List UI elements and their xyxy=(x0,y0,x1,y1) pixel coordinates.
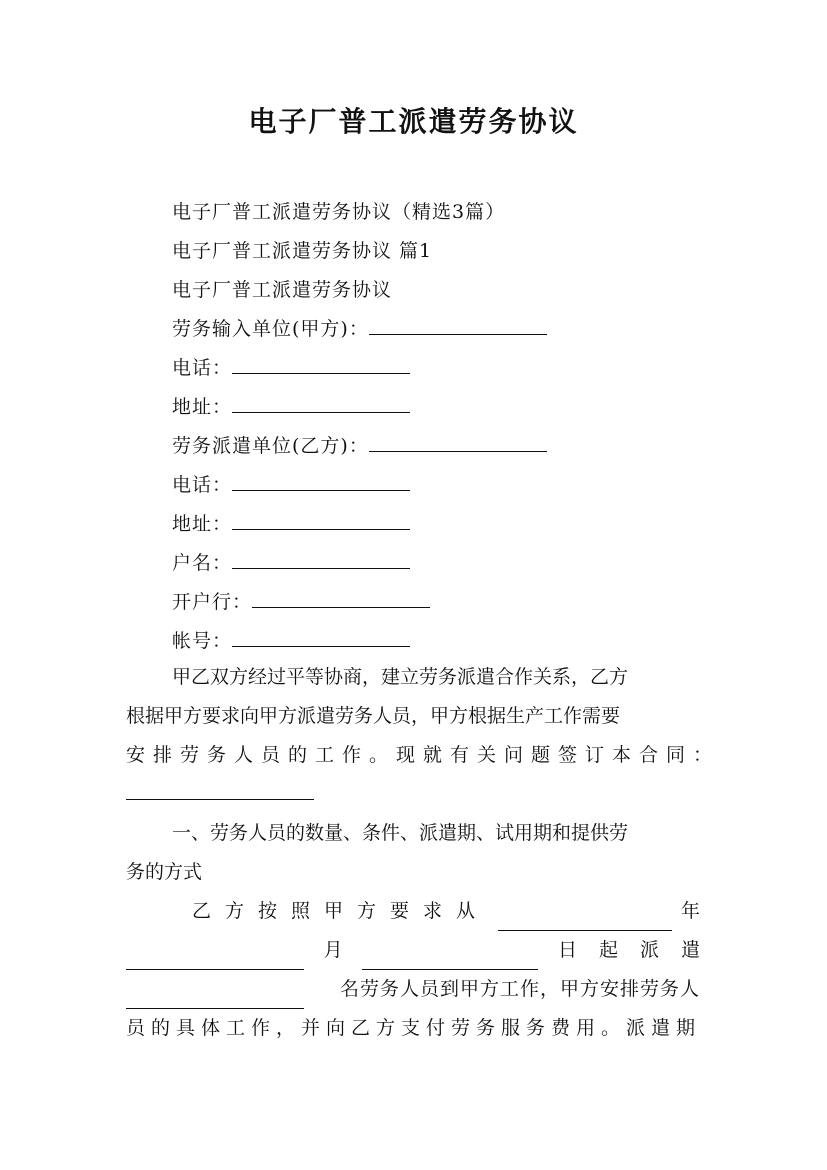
field-label: 劳务派遣单位(乙方)： xyxy=(172,435,369,457)
field-label: 开户行： xyxy=(172,591,253,613)
document-title: 电子厂普工派遣劳务协议 xyxy=(248,105,579,138)
field-account-name xyxy=(172,550,410,576)
fill-blank-start-month[interactable] xyxy=(126,951,304,970)
field-party-a xyxy=(172,316,547,342)
section-1-heading-line-2: 务的方式 xyxy=(126,861,203,883)
field-label: 地址： xyxy=(172,513,233,535)
body-line-4: 员的具体工作，并向乙方支付劳务服务费用。派遣期 xyxy=(126,1017,702,1039)
field-label: 电话： xyxy=(172,474,233,496)
fill-blank[interactable] xyxy=(369,316,547,335)
doc-line-2: 电子厂普工派遣劳务协议 篇1 xyxy=(172,240,433,262)
fill-blank[interactable] xyxy=(252,589,430,608)
month-label: 月 xyxy=(323,939,343,961)
field-address-b xyxy=(172,511,410,537)
field-phone-a xyxy=(172,355,410,381)
fill-blank-start-year[interactable] xyxy=(498,912,672,931)
fill-blank[interactable] xyxy=(369,433,547,452)
body-text: 乙方按照甲方要求从 xyxy=(192,900,490,922)
body-line-3 xyxy=(126,970,700,1009)
field-phone-b xyxy=(172,472,410,498)
field-label: 地址： xyxy=(172,396,233,418)
body-text: 名劳务人员到甲方工作，甲方安排劳务人 xyxy=(339,978,700,1000)
intro-paragraph xyxy=(126,658,721,814)
fill-blank[interactable] xyxy=(232,511,410,530)
intro-line-2: 根据甲方要求向甲方派遣劳务人员，甲方根据生产工作需要 xyxy=(126,705,621,727)
fill-blank[interactable] xyxy=(232,550,410,569)
field-account-number xyxy=(172,628,410,654)
fill-blank[interactable] xyxy=(232,628,410,647)
field-label: 户名： xyxy=(172,552,233,574)
intro-line-3: 安排劳务人员的工作。现就有关问题签订本合同： xyxy=(126,744,721,766)
section-1-heading-line-1: 一、劳务人员的数量、条件、派遣期、试用期和提供劳 xyxy=(172,822,629,844)
doc-line-1: 电子厂普工派遣劳务协议（精选3篇） xyxy=(172,201,506,223)
fill-blank[interactable] xyxy=(232,472,410,491)
fill-blank-start-day[interactable] xyxy=(362,951,538,970)
section-1-heading xyxy=(126,814,700,892)
intro-blank-row xyxy=(126,775,700,814)
fill-blank[interactable] xyxy=(232,394,410,413)
field-label: 劳务输入单位(甲方)： xyxy=(172,318,369,340)
body-text: 日起派遣 xyxy=(557,939,722,961)
body-line-2 xyxy=(126,931,722,970)
field-bank xyxy=(172,589,430,615)
intro-line-1: 甲乙双方经过平等协商，建立劳务派遣合作关系，乙方 xyxy=(172,666,629,688)
year-label: 年 xyxy=(680,900,700,922)
field-address-a xyxy=(172,394,410,420)
fill-blank-count[interactable] xyxy=(126,990,304,1009)
section-1-body xyxy=(126,892,722,1048)
field-label: 帐号： xyxy=(172,630,233,652)
fill-blank[interactable] xyxy=(126,781,314,800)
doc-line-3: 电子厂普工派遣劳务协议 xyxy=(172,279,393,301)
field-label: 电话： xyxy=(172,357,233,379)
fill-blank[interactable] xyxy=(232,355,410,374)
body-line-1 xyxy=(126,892,700,931)
field-party-b xyxy=(172,433,547,459)
